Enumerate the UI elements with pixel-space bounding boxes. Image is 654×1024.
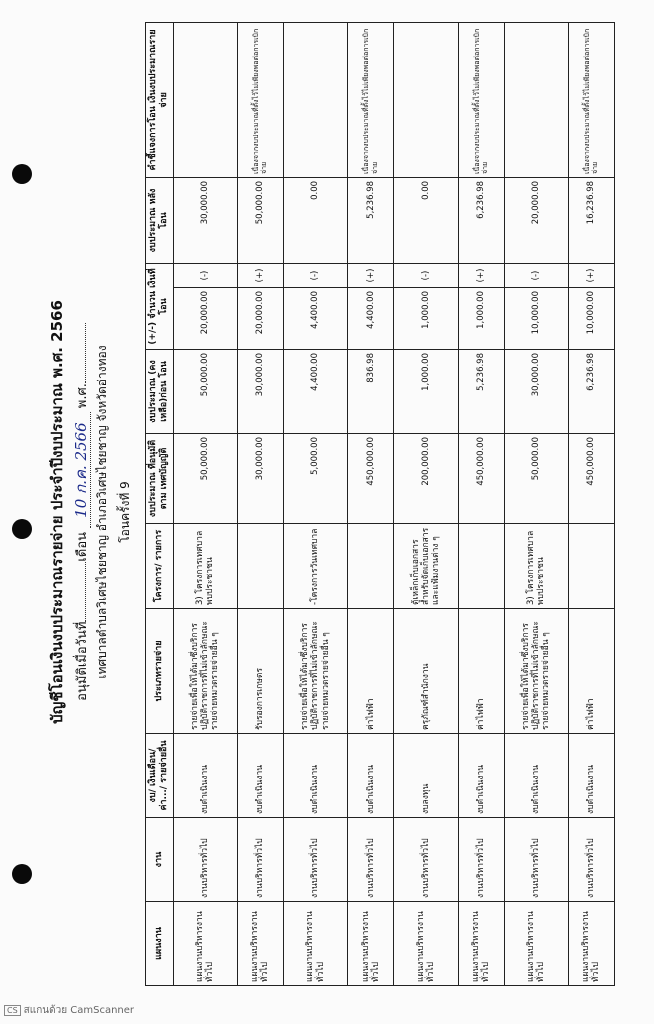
table-row	[348, 22, 394, 985]
cell-approved: 200,000.00	[394, 434, 458, 524]
cell-before: 6,236.98	[568, 350, 614, 434]
cell-before: 30,000.00	[504, 350, 568, 434]
cell-expense-type: ค่าไฟฟ้า	[568, 609, 614, 734]
cell-plan: แผนงานบริหารงานทั่วไป	[283, 902, 347, 986]
header-before: งบประมาณ (คงเหลือ)ก่อน โอน	[146, 350, 174, 434]
header-after: งบประมาณ หลังโอน	[146, 177, 174, 263]
cell-project: -โครงการวันเทศบาล	[283, 524, 347, 609]
cell-work: งานบริหารทั่วไป	[568, 818, 614, 902]
cell-plan: แผนงานบริหารงานทั่วไป	[568, 902, 614, 986]
cell-amount: 10,000.00	[568, 288, 614, 350]
cell-approved: 450,000.00	[568, 434, 614, 524]
cell-after: 16,236.98	[568, 177, 614, 263]
cell-sign: (+)	[348, 263, 394, 287]
cell-budget-type: งบดำเนินงาน	[348, 734, 394, 818]
header-project: โครงการ/ รายการ	[146, 524, 174, 609]
cell-amount: 1,000.00	[394, 288, 458, 350]
table-row	[283, 22, 347, 985]
cell-after: 20,000.00	[504, 177, 568, 263]
cell-approved: 5,000.00	[283, 434, 347, 524]
cell-plan: แผนงานบริหารงานทั่วไป	[394, 902, 458, 986]
table-row	[237, 22, 283, 985]
cell-before: 836.98	[348, 350, 394, 434]
cell-approved: 450,000.00	[348, 434, 394, 524]
cell-amount: 20,000.00	[173, 288, 237, 350]
cell-sign: (+)	[568, 263, 614, 287]
cell-plan: แผนงานบริหารงานทั่วไป	[237, 902, 283, 986]
cell-budget-type: งบดำเนินงาน	[283, 734, 347, 818]
cell-budget-type: งบลงทุน	[394, 734, 458, 818]
cell-work: งานบริหารทั่วไป	[237, 818, 283, 902]
transfer-table	[145, 22, 615, 986]
cell-sign: (-)	[394, 263, 458, 287]
cell-after: 50,000.00	[237, 177, 283, 263]
table-row	[458, 22, 504, 985]
cell-plan: แผนงานบริหารงานทั่วไป	[348, 902, 394, 986]
cell-after: 0.00	[283, 177, 347, 263]
cell-budget-type: งบดำเนินงาน	[237, 734, 283, 818]
cell-work: งานบริหารทั่วไป	[458, 818, 504, 902]
cell-amount: 4,400.00	[348, 288, 394, 350]
cell-expense-type: ค่าไฟฟ้า	[458, 609, 504, 734]
cell-expense-type: รายจ่ายเพื่อให้ได้มาซึ่งบริการ ปฏิบัติราชการที่ไม่เข้าลักษณะรายจ่ายหมวดรายจ่ายอื่น ๆ	[504, 609, 568, 734]
cell-reason	[394, 22, 458, 177]
camscanner-text: สแกนด้วย CamScanner	[23, 1005, 135, 1016]
scanner-watermark	[4, 1003, 134, 1018]
cell-sign: (-)	[173, 263, 237, 287]
cell-before: 5,236.98	[458, 350, 504, 434]
cell-amount: 4,400.00	[283, 288, 347, 350]
cell-project: 3) โครงการเทศบาลพบประชาชน	[504, 524, 568, 609]
transfer-round: โอนครั้งที่ 9	[118, 481, 132, 543]
cell-expense-type: รายจ่ายเพื่อให้ได้มาซึ่งบริการ ปฏิบัติราชการที่ไม่เข้าลักษณะรายจ่ายหมวดรายจ่ายอื่น ๆ	[173, 609, 237, 734]
cell-after: 5,236.98	[348, 177, 394, 263]
table-row	[504, 22, 568, 985]
cell-expense-type: ครุภัณฑ์สำนักงาน	[394, 609, 458, 734]
cell-sign: (-)	[504, 263, 568, 287]
cell-before: 30,000.00	[237, 350, 283, 434]
header-work: งาน	[146, 818, 174, 902]
approval-prefix: อนุมัติเมื่อวันที่	[75, 621, 90, 701]
cell-reason	[283, 22, 347, 177]
cell-amount: 10,000.00	[504, 288, 568, 350]
punch-hole	[12, 519, 32, 539]
cell-work: งานบริหารทั่วไป	[283, 818, 347, 902]
cell-before: 4,400.00	[283, 350, 347, 434]
approval-suffix: พ.ศ.	[75, 383, 90, 409]
cell-budget-type: งบดำเนินงาน	[504, 734, 568, 818]
cell-plan: แผนงานบริหารงานทั่วไป	[504, 902, 568, 986]
header-expense-type: ประเภทรายจ่าย	[146, 609, 174, 734]
approval-date: 10 ก.ค. 2566	[72, 412, 91, 527]
cell-project	[348, 524, 394, 609]
header-reason: คำชี้แจงการโอน เงินงบประมาณรายจ่าย	[146, 22, 174, 177]
cell-project: 3) โครงการเทศบาลพบประชาชน	[173, 524, 237, 609]
cell-project	[237, 524, 283, 609]
cell-work: งานบริหารทั่วไป	[173, 818, 237, 902]
cell-after: 30,000.00	[173, 177, 237, 263]
cell-before: 50,000.00	[173, 350, 237, 434]
cell-reason: เนื่องจากงบประมาณที่ตั้งไว้ไม่เพียงพอต่อการเบิกจ่าย	[568, 22, 614, 177]
organization-line: เทศบาลตำบลวิเศษไชยชาญ อำเภอวิเศษไชยชาญ จังหวัดอ่างทอง	[95, 345, 109, 679]
cell-reason: เนื่องจากงบประมาณที่ตั้งไว้ไม่เพียงพอต่อการเบิกจ่าย	[348, 22, 394, 177]
cell-expense-type: รายจ่ายเพื่อให้ได้มาซึ่งบริการ ปฏิบัติราชการที่ไม่เข้าลักษณะรายจ่ายหมวดรายจ่ายอื่น ๆ	[283, 609, 347, 734]
cell-before: 1,000.00	[394, 350, 458, 434]
cell-plan: แผนงานบริหารงานทั่วไป	[458, 902, 504, 986]
cell-sign: (+)	[458, 263, 504, 287]
cell-expense-type: ค่าไฟฟ้า	[348, 609, 394, 734]
cell-reason	[504, 22, 568, 177]
cell-after: 0.00	[394, 177, 458, 263]
table-row	[173, 22, 237, 985]
approval-line	[69, 0, 93, 1024]
header-plan: แผนงาน	[146, 902, 174, 986]
cell-plan: แผนงานบริหารงานทั่วไป	[173, 902, 237, 986]
cell-approved: 450,000.00	[458, 434, 504, 524]
cell-project: ตู้เหล็กเก็บเอกสาร สำหรับจัดเก็บเอกสารและแฟ้มงานต่าง ๆ	[394, 524, 458, 609]
cell-sign: (-)	[283, 263, 347, 287]
cell-work: งานบริหารทั่วไป	[504, 818, 568, 902]
cell-project	[568, 524, 614, 609]
cell-approved: 50,000.00	[504, 434, 568, 524]
cell-expense-type: รับรองการเกษตร	[237, 609, 283, 734]
cell-approved: 30,000.00	[237, 434, 283, 524]
header-approved: งบประมาณ ที่อนุมัติตาม เทศบัญญัติ	[146, 434, 174, 524]
cell-reason: เนื่องจากงบประมาณที่ตั้งไว้ไม่เพียงพอต่อการเบิกจ่าย	[458, 22, 504, 177]
table-row	[394, 22, 458, 985]
cell-work: งานบริหารทั่วไป	[394, 818, 458, 902]
punch-hole	[12, 864, 32, 884]
cell-project	[458, 524, 504, 609]
camscanner-badge: CS	[4, 1005, 21, 1016]
cell-amount: 20,000.00	[237, 288, 283, 350]
header-change: (+/-) จำนวน เงินที่โอน	[146, 263, 174, 349]
cell-budget-type: งบดำเนินงาน	[458, 734, 504, 818]
cell-sign: (+)	[237, 263, 283, 287]
table-header-row	[146, 22, 174, 985]
table-row	[568, 22, 614, 985]
cell-after: 6,236.98	[458, 177, 504, 263]
cell-reason: เนื่องจากงบประมาณที่ตั้งไว้ไม่เพียงพอต่อการเบิกจ่าย	[237, 22, 283, 177]
cell-budget-type: งบดำเนินงาน	[568, 734, 614, 818]
cell-reason	[173, 22, 237, 177]
header-budget-type: งบ/ เงินเดือน/ ค่า.../ รายจ่ายอื่น	[146, 734, 174, 818]
cell-amount: 1,000.00	[458, 288, 504, 350]
cell-budget-type: งบดำเนินงาน	[173, 734, 237, 818]
document-title: บัญชีโอนเงินงบประมาณรายจ่าย ประจำปีงบประมาณ พ.ศ. 2566	[48, 300, 66, 724]
approval-month-word: เดือน	[75, 531, 90, 562]
cell-work: งานบริหารทั่วไป	[348, 818, 394, 902]
cell-approved: 50,000.00	[173, 434, 237, 524]
punch-hole	[12, 164, 32, 184]
